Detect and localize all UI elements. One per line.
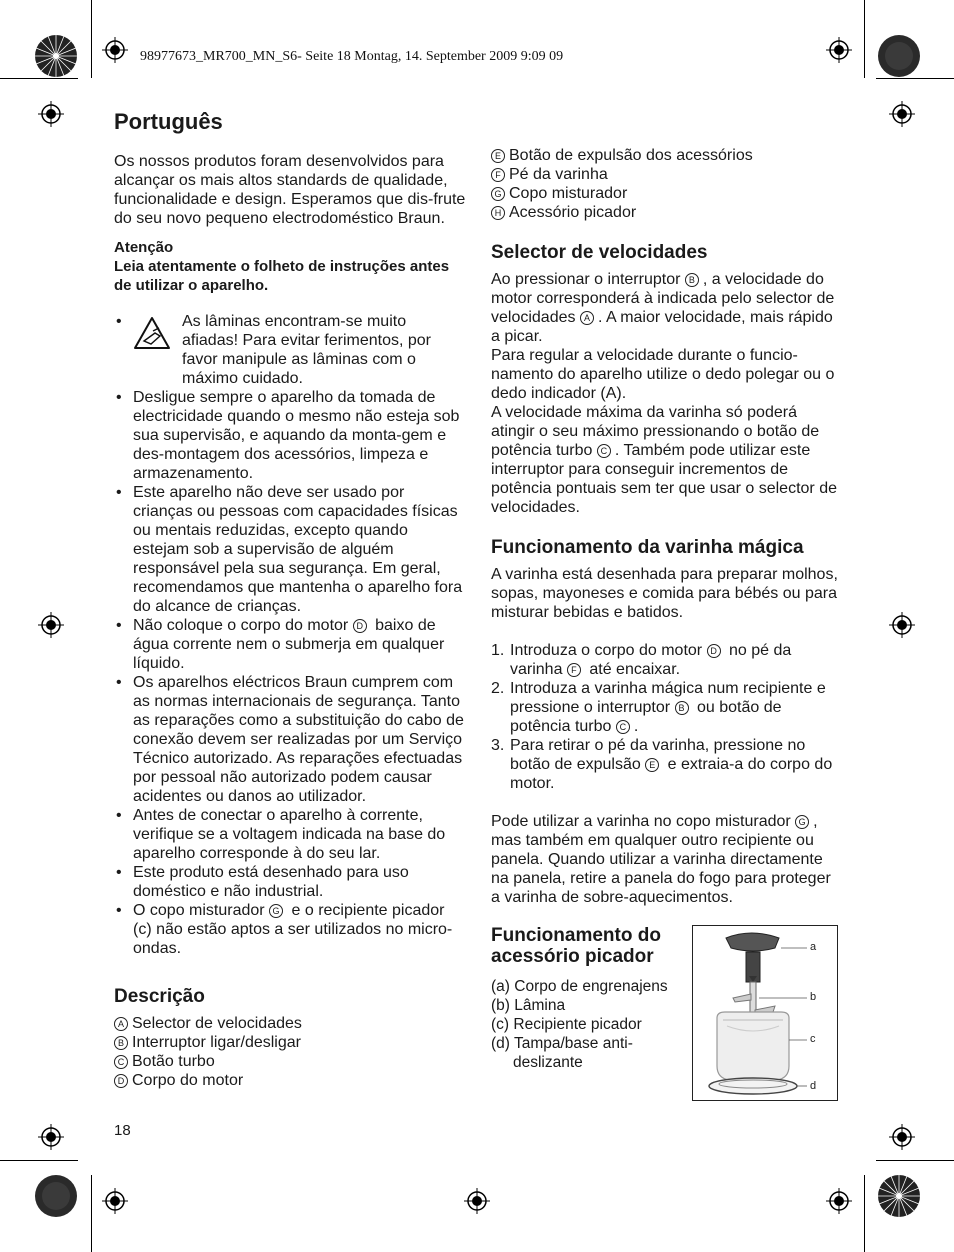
intro-paragraph: Os nossos produtos foram desenvolvidos para alcançar os mais altos standards de qualidade, funcionalidade e design. Esperamos que dis-frute do seu novo pequeno electrodoméstico Braun. (114, 153, 466, 227)
part-letter-icon: B (685, 273, 699, 287)
left-column (114, 108, 466, 1090)
sharp-blade-warning-icon (133, 316, 171, 350)
part-item: E Botão de expulsão dos acessórios (491, 146, 841, 165)
page-title: Português (114, 109, 223, 134)
part-letter-icon: B (675, 701, 689, 715)
registration-mark-icon (826, 37, 852, 63)
color-rosette-icon (877, 1174, 921, 1218)
registration-mark-icon (102, 1188, 128, 1214)
warning-text: Não coloque o corpo do motor (133, 617, 353, 634)
chopper-text (491, 925, 681, 1072)
part-letter-icon: E (645, 758, 659, 772)
warning-item: • Desligue sempre o aparelho da tomada de electricidade quando o mesmo não esteja sob sua supervisão, e aquando da monta-gem e des-montagem dos acessórios, limpeza e armazenamento. (114, 388, 466, 483)
operation-intro: A varinha está desenhada para preparar molhos, sopas, mayoneses e comida para bébés ou para misturar bebidas e batidos. (491, 566, 838, 621)
description-section (114, 986, 466, 1090)
gray-rosette-icon (877, 34, 921, 78)
attention-title: Atenção (114, 239, 174, 256)
operation-steps (491, 641, 841, 793)
part-item: A Selector de velocidades (114, 1014, 466, 1033)
part-letter-icon: B (114, 1036, 128, 1050)
attention-text: Leia atentamente o folheto de instruções antes de utilizar o aparelho. (114, 258, 450, 294)
warnings-list (114, 312, 466, 958)
operation-section (491, 537, 841, 907)
speed-title: Selector de velocidades (491, 242, 708, 263)
chopper-title: Funcionamento do acessório picador (491, 925, 661, 967)
figure-label-a: a (810, 941, 817, 953)
crop-mark (91, 1175, 92, 1252)
warning-item (114, 312, 466, 388)
part-letter-icon: A (580, 311, 594, 325)
registration-mark-icon (102, 37, 128, 63)
part-letter-icon: G (269, 904, 283, 918)
registration-mark-icon (889, 1124, 915, 1150)
part-letter-icon: D (114, 1074, 128, 1088)
step-item: 1. Introduza o corpo do motor D no pé da varinha F até encaixar. (491, 642, 792, 678)
operation-title: Funcionamento da varinha mágica (491, 537, 804, 558)
warning-item: • Os aparelhos eléctricos Braun cumprem com as normas internacionais de segurança. Tanto as reparações como a substituição do cabo de conexão devem ser realizadas por um Serviço Técnico autorizado. As reparações efectuadas por pessoal não autorizado podem causar acidentes ou danos ao utilizador. (114, 673, 466, 806)
crop-mark (864, 0, 865, 78)
chopper-part: (b) Lâmina (491, 997, 566, 1014)
chopper-parts-list (491, 977, 681, 1072)
part-letter-icon: C (597, 444, 611, 458)
gray-rosette-icon (34, 1174, 78, 1218)
part-letter-icon: C (114, 1055, 128, 1069)
step-item: 3. Para retirar o pé da varinha, pressione no botão de expulsão E e extraia-a do corpo do motor. (491, 737, 833, 792)
part-letter-icon: F (567, 663, 581, 677)
crop-mark (91, 0, 92, 78)
figure-label-c: c (810, 1033, 816, 1045)
part-item: B Interruptor ligar/desligar (114, 1033, 466, 1052)
part-letter-icon: A (114, 1017, 128, 1031)
page-number: 18 (114, 1122, 131, 1139)
figure-label-d: d (810, 1080, 817, 1092)
speed-paragraph: Ao pressionar o interruptor B , a velocidade do motor corresponderá à indicada pelo selector de velocidades A . A maior velocidade, mais rápido a picar. (491, 271, 835, 345)
part-item: G Copo misturador (491, 184, 841, 203)
print-header: 98977673_MR700_MN_S6- Seite 18 Montag, 14. September 2009 9:09 09 (140, 49, 564, 64)
registration-mark-icon (38, 612, 64, 638)
crop-mark (0, 1160, 78, 1161)
operation-outro: Pode utilizar a varinha no copo misturador G , mas também em qualquer outro recipiente ou panela. Quando utilizar a varinha directamente na panela, retire a panela do fogo para proteger a varinha de sobre-aquecimentos. (491, 813, 831, 906)
warning-text: baixo de água corrente nem o submerja em qualquer líquido. (133, 617, 445, 672)
warning-text: • As lâminas encontram-se muito afiadas! Para evitar ferimentos, por favor manipule as lâminas com o máximo cuidado. (182, 313, 432, 387)
speed-section (491, 242, 841, 517)
warning-text: O copo misturador (133, 902, 270, 919)
warning-item: • Antes de conectar o aparelho à corrente, verifique se a voltagem indicada na base do aparelho corresponde à do seu lar. (114, 806, 466, 863)
registration-mark-icon (38, 101, 64, 127)
description-continued (491, 146, 841, 222)
crop-mark (876, 1160, 954, 1161)
part-letter-icon: H (491, 206, 505, 220)
part-item: D Corpo do motor (114, 1071, 466, 1090)
figure-label-b: b (810, 991, 817, 1003)
registration-mark-icon (826, 1188, 852, 1214)
crop-mark (0, 78, 78, 79)
chopper-part: (d) Tampa/base anti-deslizante (491, 1035, 633, 1071)
part-item: C Botão turbo (114, 1052, 466, 1071)
speed-paragraph: Para regular a velocidade durante o funcio-namento do aparelho utilize o dedo polegar ou o dedo indicador (A). (491, 347, 835, 402)
part-letter-icon: D (707, 644, 721, 658)
color-rosette-icon (34, 34, 78, 78)
registration-mark-icon (889, 101, 915, 127)
warning-item: • Este produto está desenhado para uso doméstico e não industrial. (114, 863, 466, 901)
step-item: 2. Introduza a varinha mágica num recipiente e pressione o interruptor B ou botão de potência turbo C . (491, 680, 826, 735)
registration-mark-icon (464, 1188, 490, 1214)
right-column (491, 146, 841, 1110)
crop-mark (876, 78, 954, 79)
speed-paragraph: A velocidade máxima da varinha só poderá atingir o seu máximo pressionando o botão de potência turbo C . Também pode utilizar este interruptor para conseguir incrementos de potência pontuais sem ter que usar o selector de velocidades. (491, 404, 837, 516)
registration-mark-icon (889, 612, 915, 638)
warning-item (114, 616, 466, 673)
registration-mark-icon (38, 1124, 64, 1150)
description-title: Descrição (114, 986, 205, 1007)
chopper-figure (692, 925, 838, 1101)
warning-item (114, 901, 466, 958)
part-letter-icon: D (353, 619, 367, 633)
part-letter-icon: F (491, 168, 505, 182)
part-letter-icon: G (491, 187, 505, 201)
chopper-part: (a) Corpo de engrenajens (491, 978, 668, 995)
warning-item: • Este aparelho não deve ser usado por crianças ou pessoas com capacidades físicas ou mentais reduzidas, excepto quando estejam sob a supervisão de alguém responsável pela sua segurança. Em geral, recomendamos que mantenha o aparelho fora do alcance de crianças. (114, 483, 466, 616)
warning-text: e o recipiente picador (c) não estão aptos a ser utilizados no micro-ondas. (133, 902, 453, 957)
part-letter-icon: G (795, 815, 809, 829)
part-item: F Pé da varinha (491, 165, 841, 184)
part-letter-icon: E (491, 149, 505, 163)
chopper-part: (c) Recipiente picador (491, 1016, 642, 1033)
part-item: H Acessório picador (491, 203, 841, 222)
chopper-section (491, 925, 841, 1110)
crop-mark (864, 1175, 865, 1252)
part-letter-icon: C (616, 720, 630, 734)
